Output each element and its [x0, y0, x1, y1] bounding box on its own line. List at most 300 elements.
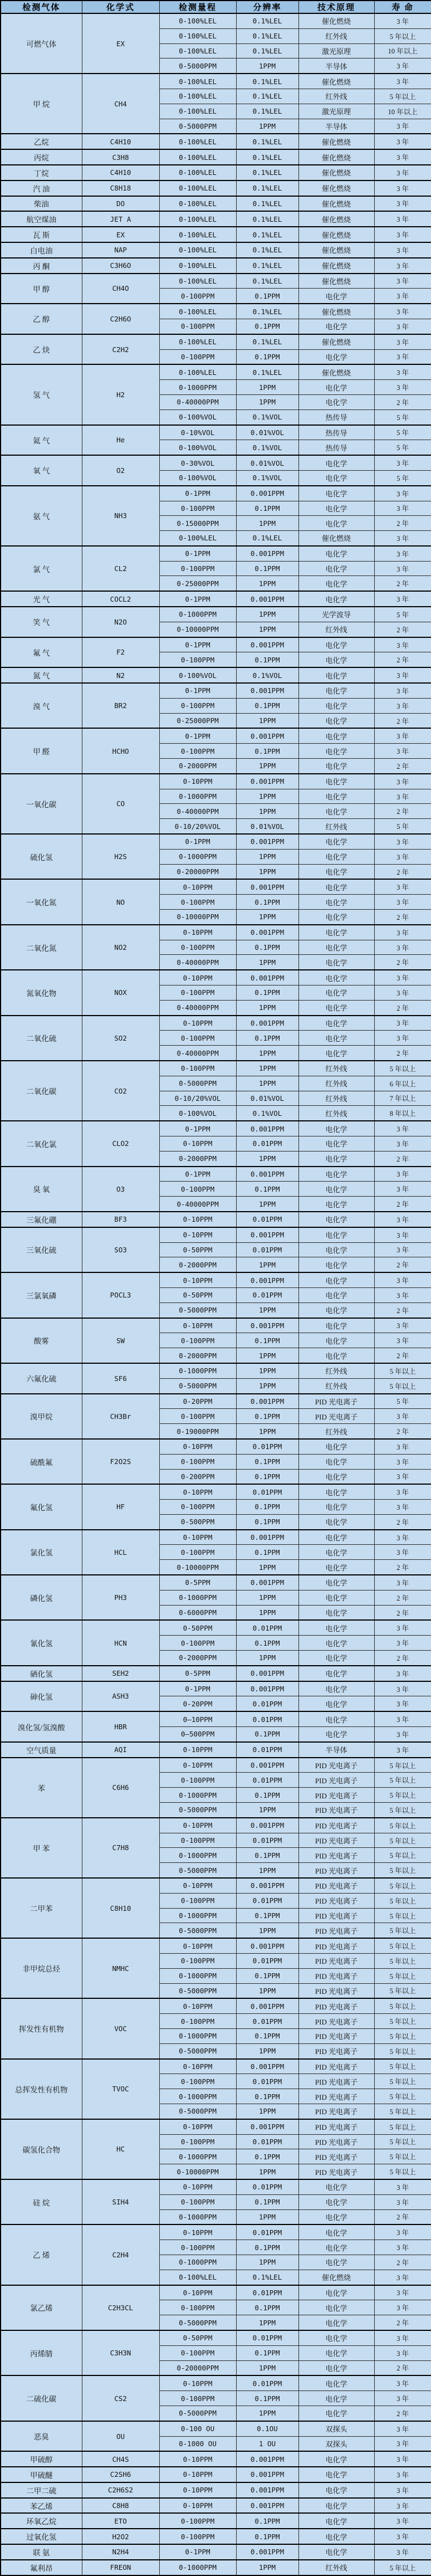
resolution-cell: 0.1PPM	[236, 1545, 298, 1560]
lifespan-cell: 5 年以上	[374, 28, 431, 43]
resolution-cell: 0.1PPM	[236, 501, 298, 516]
principle-cell: 电化学	[298, 1454, 374, 1469]
principle-cell: 电化学	[298, 970, 374, 985]
resolution-cell: 1PPM	[236, 607, 298, 622]
table-row	[1, 1016, 431, 1031]
range-cell: 0-100PPM	[159, 2345, 236, 2360]
lifespan-cell: 3 年	[374, 1454, 431, 1469]
lifespan-cell: 3 年	[374, 1333, 431, 1348]
gas-name-cell: 乙烷	[1, 134, 82, 149]
resolution-cell: 0.1PPM	[236, 1968, 298, 1983]
lifespan-cell: 2 年	[374, 1605, 431, 1620]
lifespan-cell: 3 年	[374, 486, 431, 501]
lifespan-cell: 2 年	[374, 516, 431, 531]
table-row	[1, 258, 431, 274]
range-cell: 0-5000PPM	[159, 119, 236, 134]
resolution-cell: 1PPM	[236, 1651, 298, 1666]
principle-cell: 电化学	[298, 2194, 374, 2209]
lifespan-cell: 2 年	[374, 1424, 431, 1439]
principle-cell: 电化学	[298, 879, 374, 894]
formula-cell: H2S	[82, 834, 159, 879]
table-row	[1, 2451, 431, 2467]
principle-cell: PID 光电离子	[298, 2164, 374, 2179]
lifespan-cell: 5 年以上	[374, 1908, 431, 1923]
principle-cell: 电化学	[298, 561, 374, 576]
gas-name-cell: 航空煤油	[1, 211, 82, 227]
principle-cell: 电化学	[298, 516, 374, 531]
range-cell: 0-100PPM	[159, 2391, 236, 2406]
principle-cell: 电化学	[298, 1545, 374, 1560]
range-cell: 0-5000PPM	[159, 1076, 236, 1091]
resolution-cell: 0.1PPM	[236, 1636, 298, 1651]
gas-name-cell: 丙烷	[1, 149, 82, 165]
resolution-cell: 0.1PPM	[236, 1409, 298, 1424]
table-row	[1, 455, 431, 470]
formula-cell: N2	[82, 667, 159, 683]
range-cell: 0-100PPM	[159, 744, 236, 759]
gas-name-cell: 臭 氧	[1, 1167, 82, 1212]
principle-cell: 电化学	[298, 2360, 374, 2375]
lifespan-cell: 3 年	[374, 58, 431, 74]
range-cell: 0-40000PPM	[159, 804, 236, 819]
table-row	[1, 2179, 431, 2194]
principle-cell: 电化学	[298, 2451, 374, 2467]
resolution-cell: 0.01%VOL	[236, 455, 298, 470]
formula-cell: C8H10	[82, 1878, 159, 1938]
range-cell: 0-30%VOL	[159, 455, 236, 470]
lifespan-cell: 3 年	[374, 1031, 431, 1046]
range-cell: 0-100PPM	[159, 561, 236, 576]
principle-cell: 电化学	[298, 2240, 374, 2255]
table-row	[1, 1575, 431, 1590]
resolution-cell: 0.1%LEL	[236, 242, 298, 258]
principle-cell: 电化学	[298, 1167, 374, 1182]
table-row	[1, 1227, 431, 1242]
resolution-cell: 0.01PPM	[236, 1439, 298, 1454]
gas-name-cell: 砷化氢	[1, 1681, 82, 1712]
table-row	[1, 211, 431, 227]
lifespan-cell: 3 年	[374, 1681, 431, 1696]
resolution-cell: 0.001PPM	[236, 728, 298, 743]
principle-cell: PID 光电离子	[298, 2089, 374, 2104]
resolution-cell: 0.01%VOL	[236, 819, 298, 834]
principle-cell: 催化燃烧	[298, 13, 374, 28]
resolution-cell: 0.1PPM	[236, 895, 298, 910]
formula-cell: CH4O	[82, 274, 159, 304]
principle-cell: 光学波导	[298, 607, 374, 622]
resolution-cell: 0.001PPM	[236, 970, 298, 985]
gas-name-cell: 氮 气	[1, 667, 82, 683]
lifespan-cell: 2 年	[374, 910, 431, 925]
gas-name-cell: 甲 烷	[1, 74, 82, 134]
principle-cell: PID 光电离子	[298, 1923, 374, 1938]
principle-cell: 红外线	[298, 1091, 374, 1106]
resolution-cell: 1PPM	[236, 1363, 298, 1378]
lifespan-cell: 5 年以上	[374, 1968, 431, 1983]
range-cell: 0-100PPM	[159, 1454, 236, 1469]
gas-name-cell: 二氧化氮	[1, 925, 82, 970]
lifespan-cell: 5 年以上	[374, 1378, 431, 1393]
table-row	[1, 1711, 431, 1726]
range-cell: 0-10PPM	[159, 2179, 236, 2194]
range-cell: 0-1000PPM	[159, 1788, 236, 1803]
gas-name-cell: 一氧化碳	[1, 774, 82, 834]
principle-cell: 电化学	[298, 2513, 374, 2529]
resolution-cell: 0.01PPM	[236, 1242, 298, 1257]
range-cell: 0-1000PPM	[159, 1908, 236, 1923]
resolution-cell: 1PPM	[236, 516, 298, 531]
range-cell: 0-1000PPM	[159, 607, 236, 622]
resolution-cell: 0.1%VOL	[236, 440, 298, 455]
range-cell: 0-5000PPM	[159, 1302, 236, 1318]
gas-name-cell: 乙 烯	[1, 2224, 82, 2285]
principle-cell: PID 光电离子	[298, 1409, 374, 1424]
formula-cell: NH3	[82, 486, 159, 546]
resolution-cell: 0.001PPM	[236, 1938, 298, 1953]
lifespan-cell: 5 年以上	[374, 2089, 431, 2104]
range-cell: 0-2000PPM	[159, 1151, 236, 1166]
range-cell: 0-5000PPM	[159, 1378, 236, 1393]
formula-cell: C2H3CL	[82, 2285, 159, 2330]
range-cell: 0-10PPM	[159, 2467, 236, 2482]
table-row	[1, 2529, 431, 2544]
formula-cell: F2O2S	[82, 1439, 159, 1484]
range-cell: 0-50PPM	[159, 1287, 236, 1302]
range-cell: 0-1000PPM	[159, 380, 236, 395]
resolution-cell: 1PPM	[236, 1923, 298, 1938]
range-cell: 0-100PPM	[159, 1636, 236, 1651]
gas-name-cell: 柴油	[1, 196, 82, 212]
principle-cell: 催化燃烧	[298, 134, 374, 149]
principle-cell: 催化燃烧	[298, 334, 374, 349]
range-cell: 0-100PPM	[159, 940, 236, 955]
lifespan-cell: 3 年	[374, 2300, 431, 2315]
gas-name-cell: 二氧化碳	[1, 1061, 82, 1121]
range-cell: 0-100%LEL	[159, 304, 236, 319]
resolution-cell: 0.1PPM	[236, 1469, 298, 1484]
resolution-cell: 0.01PPM	[236, 2285, 298, 2300]
formula-cell: C2H6O	[82, 304, 159, 334]
range-cell: 0-100%LEL	[159, 2270, 236, 2285]
gas-name-cell: 三氟化硼	[1, 1212, 82, 1227]
resolution-cell: 0.01PPM	[236, 1620, 298, 1635]
range-cell: 0-1PPM	[159, 546, 236, 561]
lifespan-cell: 2 年	[374, 576, 431, 591]
principle-cell: 电化学	[298, 1696, 374, 1711]
resolution-cell: 0.1PPM	[236, 1908, 298, 1923]
principle-cell: 电化学	[298, 1151, 374, 1166]
table-row	[1, 165, 431, 180]
lifespan-cell: 3 年	[374, 1318, 431, 1333]
range-cell: 0-5000PPM	[159, 2043, 236, 2058]
principle-cell: 电化学	[298, 1031, 374, 1046]
lifespan-cell: 8 年以上	[374, 1106, 431, 1121]
gas-name-cell: 笑 气	[1, 607, 82, 637]
lifespan-cell: 5 年以上	[374, 2014, 431, 2029]
principle-cell: 电化学	[298, 2529, 374, 2544]
formula-cell: C2H6S2	[82, 2482, 159, 2498]
formula-cell: CO2	[82, 1061, 159, 1121]
resolution-cell: 1PPM	[236, 394, 298, 409]
resolution-cell: 0.01PPM	[236, 1954, 298, 1969]
table-row	[1, 1758, 431, 1773]
range-cell: 0-10PPM	[159, 1742, 236, 1758]
resolution-cell: 0.01PPM	[236, 2375, 298, 2390]
range-cell: 0-40000PPM	[159, 394, 236, 409]
principle-cell: 电化学	[298, 2315, 374, 2330]
formula-cell: C3H8	[82, 149, 159, 165]
resolution-cell: 0.01%VOL	[236, 425, 298, 440]
lifespan-cell: 10 年以上	[374, 43, 431, 58]
resolution-cell: 0.1PPM	[236, 561, 298, 576]
lifespan-cell: 5 年以上	[374, 2104, 431, 2119]
resolution-cell: 0.1PPM	[236, 1182, 298, 1197]
principle-cell: 催化燃烧	[298, 364, 374, 379]
formula-cell: C4H10	[82, 134, 159, 149]
principle-cell: 电化学	[298, 349, 374, 364]
lifespan-cell: 3 年	[374, 455, 431, 470]
resolution-cell: 1PPM	[236, 380, 298, 395]
principle-cell: 电化学	[298, 652, 374, 667]
gas-name-cell: 甲 苯	[1, 1818, 82, 1878]
table-row	[1, 1818, 431, 1833]
lifespan-cell: 3 年	[374, 1727, 431, 1742]
lifespan-cell: 3 年	[374, 1484, 431, 1499]
principle-cell: 电化学	[298, 1242, 374, 1257]
principle-cell: 电化学	[298, 1439, 374, 1454]
table-header	[1, 1, 431, 13]
resolution-cell: 1PPM	[236, 1061, 298, 1076]
lifespan-cell: 3 年	[374, 667, 431, 683]
resolution-cell: 0.001PPM	[236, 1394, 298, 1409]
table-row	[1, 2544, 431, 2560]
formula-cell: VOC	[82, 1998, 159, 2058]
formula-cell: HCHO	[82, 728, 159, 773]
resolution-cell: 1PPM	[236, 1605, 298, 1620]
gas-name-cell: 二甲二硫	[1, 2482, 82, 2498]
table-body	[1, 13, 431, 2575]
gas-name-cell: 氰化氢	[1, 1620, 82, 1665]
formula-cell: SO3	[82, 1227, 159, 1272]
resolution-cell: 1PPM	[236, 759, 298, 774]
resolution-cell: 0.01PPM	[236, 1484, 298, 1499]
resolution-cell: 1PPM	[236, 1863, 298, 1878]
lifespan-cell: 3 年	[374, 349, 431, 364]
formula-cell: SEH2	[82, 1666, 159, 1681]
lifespan-cell: 3 年	[374, 227, 431, 242]
range-cell: 0-2000PPM	[159, 1257, 236, 1272]
range-cell: 0-1PPM	[159, 2544, 236, 2560]
principle-cell: PID 光电离子	[298, 2119, 374, 2134]
table-row	[1, 2513, 431, 2529]
formula-cell: C8H18	[82, 180, 159, 196]
range-cell: 0-10%VOL	[159, 425, 236, 440]
principle-cell: PID 光电离子	[298, 2074, 374, 2089]
principle-cell: PID 光电离子	[298, 1758, 374, 1773]
lifespan-cell: 3 年	[374, 940, 431, 955]
formula-cell: CH4S	[82, 2451, 159, 2467]
range-cell: 0-10PPM	[159, 1136, 236, 1151]
table-row	[1, 546, 431, 561]
formula-cell: C2SH6	[82, 2467, 159, 2482]
table-row	[1, 486, 431, 501]
lifespan-cell: 3 年	[374, 1167, 431, 1182]
gas-name-cell: 丁烷	[1, 165, 82, 180]
lifespan-cell: 5 年以上	[374, 1758, 431, 1773]
range-cell: 0-100%LEL	[159, 43, 236, 58]
principle-cell: PID 光电离子	[298, 1954, 374, 1969]
range-cell: 0-10PPM	[159, 2375, 236, 2390]
gas-name-cell: 汽 油	[1, 180, 82, 196]
resolution-cell: 0.1PPM	[236, 2300, 298, 2315]
principle-cell: 电化学	[298, 1666, 374, 1681]
lifespan-cell: 3 年	[374, 2544, 431, 2560]
lifespan-cell: 5 年以上	[374, 1818, 431, 1833]
resolution-cell: 0.1%LEL	[236, 13, 298, 28]
table-row	[1, 834, 431, 849]
range-cell: 0-1PPM	[159, 637, 236, 652]
table-row	[1, 1212, 431, 1227]
resolution-cell: 0.1PPM	[236, 289, 298, 304]
formula-cell: ASH3	[82, 1681, 159, 1712]
lifespan-cell: 5 年	[374, 440, 431, 455]
gas-name-cell: 丙烯腈	[1, 2330, 82, 2375]
principle-cell: 电化学	[298, 289, 374, 304]
resolution-cell: 1PPM	[236, 2406, 298, 2421]
gas-name-cell: 磷化氢	[1, 1575, 82, 1620]
principle-cell: PID 光电离子	[298, 1998, 374, 2013]
lifespan-cell: 2 年	[374, 1560, 431, 1575]
resolution-cell: 0.1%LEL	[236, 165, 298, 180]
principle-cell: 电化学	[298, 1636, 374, 1651]
lifespan-cell: 5 年以上	[374, 2043, 431, 2058]
range-cell: 0-100%VOL	[159, 409, 236, 425]
resolution-cell: 0.01PPM	[236, 1711, 298, 1726]
principle-cell: 电化学	[298, 2482, 374, 2498]
formula-cell: TVOC	[82, 2059, 159, 2119]
lifespan-cell: 3 年	[374, 849, 431, 864]
principle-cell: 电化学	[298, 759, 374, 774]
range-cell: 0-100PPM	[159, 2240, 236, 2255]
table-row	[1, 196, 431, 212]
formula-cell: C3H6O	[82, 258, 159, 274]
principle-cell: 红外线	[298, 1061, 374, 1076]
resolution-cell: 0.001PPM	[236, 2482, 298, 2498]
range-cell: 0-40000PPM	[159, 1197, 236, 1212]
col-header-principle: 技术原理	[298, 1, 374, 13]
range-cell: 0-10PPM	[159, 2059, 236, 2074]
range-cell: 0-5000PPM	[159, 1983, 236, 1998]
lifespan-cell: 2 年	[374, 1651, 431, 1666]
range-cell: 0-5000PPM	[159, 2315, 236, 2330]
resolution-cell: 0.1PPM	[236, 1500, 298, 1515]
principle-cell: 电化学	[298, 2544, 374, 2560]
range-cell: 0-10PPM	[159, 1016, 236, 1031]
formula-cell: O2	[82, 455, 159, 486]
resolution-cell: 0.001PPM	[236, 2467, 298, 2482]
principle-cell: 电化学	[298, 2224, 374, 2240]
gas-name-cell: 乙 醇	[1, 304, 82, 334]
resolution-cell: 0.1PPM	[236, 744, 298, 759]
range-cell: 0-100%LEL	[159, 180, 236, 196]
range-cell: 0-10000PPM	[159, 2164, 236, 2179]
formula-cell: CH3Br	[82, 1394, 159, 1439]
table-row	[1, 149, 431, 165]
resolution-cell: 0.01PPM	[236, 2074, 298, 2089]
lifespan-cell: 3 年	[374, 744, 431, 759]
formula-cell: NAP	[82, 242, 159, 258]
range-cell: 0-100%LEL	[159, 274, 236, 289]
lifespan-cell: 3 年	[374, 970, 431, 985]
range-cell: 0-100PPM	[159, 349, 236, 364]
principle-cell: 催化燃烧	[298, 274, 374, 289]
resolution-cell: 0.1%LEL	[236, 334, 298, 349]
lifespan-cell: 3 年	[374, 1439, 431, 1454]
principle-cell: 电化学	[298, 713, 374, 728]
principle-cell: 电化学	[298, 1197, 374, 1212]
range-cell: 0-100PPM	[159, 1545, 236, 1560]
principle-cell: 电化学	[298, 2406, 374, 2421]
range-cell: 0-25000PPM	[159, 576, 236, 591]
formula-cell: NMHC	[82, 1938, 159, 1998]
table-row	[1, 274, 431, 289]
resolution-cell: 1PPM	[236, 58, 298, 74]
principle-cell: 电化学	[298, 744, 374, 759]
principle-cell: 电化学	[298, 1727, 374, 1742]
lifespan-cell: 2 年	[374, 652, 431, 667]
range-cell: 0-100%VOL	[159, 470, 236, 485]
principle-cell: 电化学	[298, 2330, 374, 2345]
principle-cell: 电化学	[298, 1530, 374, 1545]
lifespan-cell: 3 年	[374, 1636, 431, 1651]
range-cell: 0-100PPM	[159, 2134, 236, 2149]
principle-cell: 电化学	[298, 591, 374, 607]
resolution-cell: 1PPM	[236, 2104, 298, 2119]
table-row	[1, 13, 431, 28]
resolution-cell: 0.1%LEL	[236, 2270, 298, 2285]
range-cell: 0-50PPM	[159, 1620, 236, 1635]
gas-name-cell: 联 氨	[1, 2544, 82, 2560]
lifespan-cell: 2 年	[374, 1000, 431, 1015]
range-cell: 0-100PPM	[159, 1833, 236, 1848]
lifespan-cell: 3 年	[374, 1409, 431, 1424]
principle-cell: 热传导	[298, 425, 374, 440]
gas-name-cell: 白电油	[1, 242, 82, 258]
resolution-cell: 0.1%LEL	[236, 104, 298, 119]
table-row	[1, 1061, 431, 1076]
resolution-cell: 0.001PPM	[236, 879, 298, 894]
gas-name-cell: 碳氢化合物	[1, 2119, 82, 2179]
principle-cell: 电化学	[298, 895, 374, 910]
table-row	[1, 1272, 431, 1287]
principle-cell: 电化学	[298, 1121, 374, 1136]
range-cell: 0-100PPM	[159, 319, 236, 334]
resolution-cell: 1PPM	[236, 864, 298, 879]
range-cell: 0-1PPM	[159, 834, 236, 849]
principle-cell: 电化学	[298, 319, 374, 334]
lifespan-cell: 5 年以上	[374, 2074, 431, 2089]
table-row	[1, 2560, 431, 2575]
principle-cell: PID 光电离子	[298, 2134, 374, 2149]
gas-name-cell: 苯乙烯	[1, 2498, 82, 2514]
principle-cell: 电化学	[298, 1605, 374, 1620]
formula-cell: SO2	[82, 1016, 159, 1061]
gas-name-cell: 环氧乙烷	[1, 2513, 82, 2529]
lifespan-cell: 3 年	[374, 1136, 431, 1151]
principle-cell: 电化学	[298, 2498, 374, 2514]
range-cell: 0-5000PPM	[159, 1863, 236, 1878]
range-cell: 0-100PPM	[159, 1061, 236, 1076]
